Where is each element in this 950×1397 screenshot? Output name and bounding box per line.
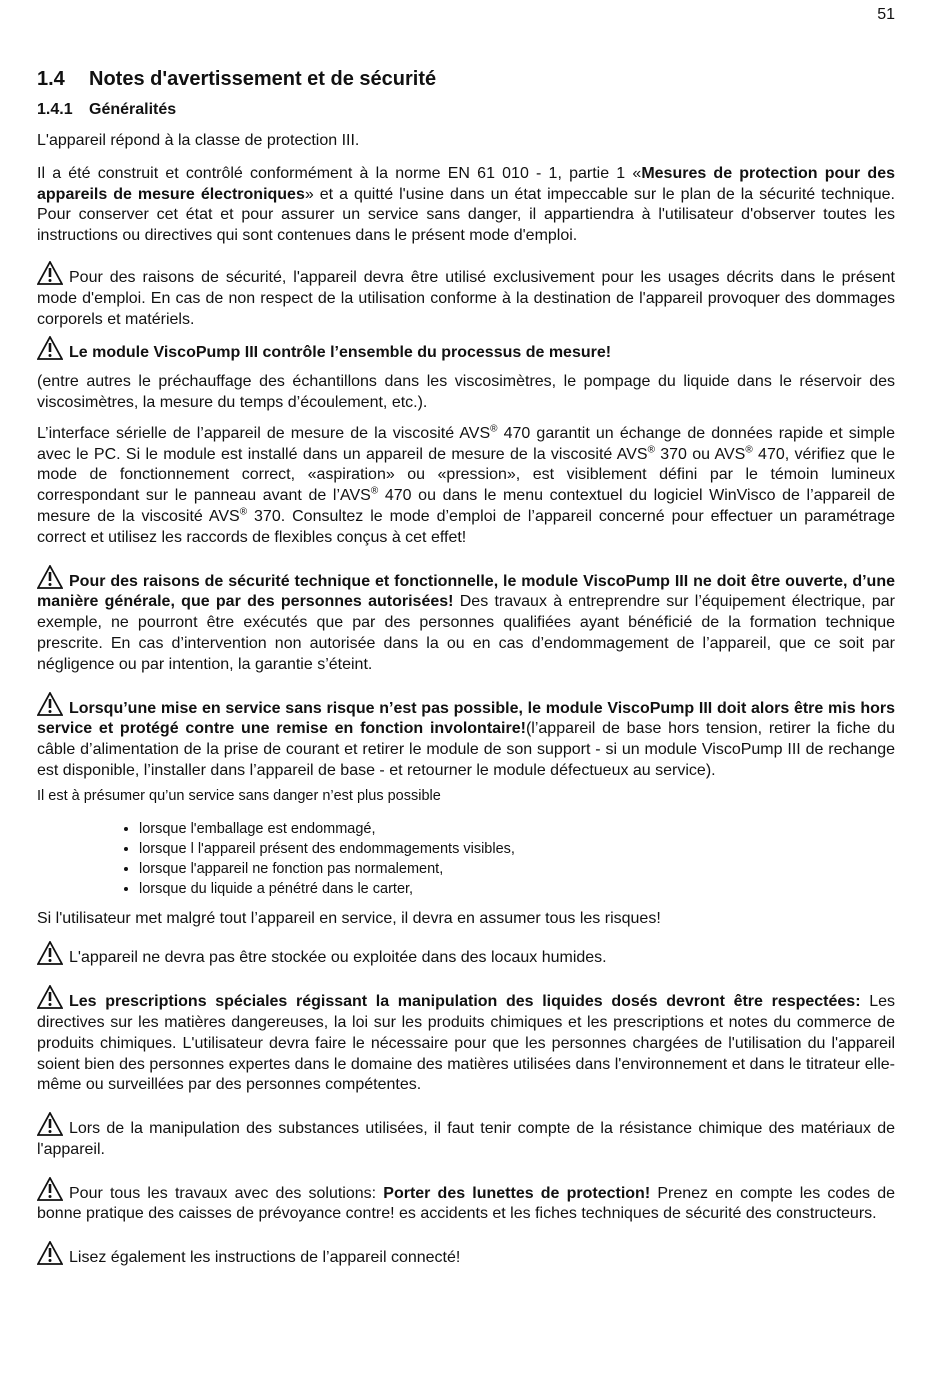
section-heading [37, 68, 895, 91]
section-title: Notes d'avertissement et de sécurité [89, 68, 437, 90]
warning-triangle-icon [37, 941, 63, 965]
text-span: 470 garantit un échange de données rapide et simple avec le PC. Si le module est installé dans un appareil de mesure de la viscosité AVS [37, 424, 895, 463]
protection-class-paragraph: L'appareil répond à la classe de protection III. [37, 132, 360, 149]
danger-intro: Il est à présumer qu’un service sans danger n’est plus possible [37, 787, 441, 804]
text-span: » et a quitté l'usine dans un état impeccable sur le plan de la sécurité technique. Pour conserver cet état et pour assurer un service sans danger, il appartiendra à l'utilisateur d'observer toutes les instructions ou directives qui sont contenues dans le présent mode d'emploi. [37, 185, 896, 245]
warning-bold-text: Porter des lunettes de protection! [383, 1184, 651, 1202]
text-span: Il a été construit et contrôlé conformément à la norme EN 61 010 - 1, partie 1 « [37, 164, 642, 182]
warning-text: L'appareil ne devra pas être stockée ou exploitée dans des locaux humides. [69, 949, 607, 967]
warning-prescriptions [37, 985, 895, 1096]
warning-connected-device [37, 1241, 895, 1269]
list-item: • lorsque l l'appareil présent des endommagements visibles, [139, 839, 895, 859]
interface-paragraph [37, 424, 895, 549]
warning-usage [37, 261, 895, 330]
warning-text: Le module ViscoPump III contrôle l’ensemble du processus de mesure! [69, 344, 612, 362]
risk-paragraph: Si l'utilisateur met malgré tout l’appareil en service, il devra en assumer tous les risques! [37, 909, 661, 927]
warning-protective-glasses [37, 1177, 895, 1226]
warning-bold-text: Pour des raisons de sécurité technique et fonctionnelle, le module ViscoPump III ne doit être ouverte, d’une manière générale, que par des personnes autorisées! [37, 572, 895, 611]
document-body [37, 60, 895, 1277]
registered-mark: ® [239, 506, 248, 518]
warning-triangle-icon [37, 985, 63, 1009]
page-number: 51 [877, 6, 895, 23]
warning-triangle-icon [37, 1241, 63, 1265]
danger-list [37, 819, 895, 899]
text-span: 470 ou dans le menu contextuel du logiciel WinVisco de l’appareil de mesure de la viscosité AVS [37, 487, 895, 525]
warning-triangle-icon [37, 692, 63, 716]
warning-text: Lors de la manipulation des substances utilisées, il faut tenir compte de la résistance chimique des matériaux de l'appareil. [37, 1120, 895, 1158]
bold-span: Mesures de protection pour des appareils de mesure électroniques [37, 164, 896, 203]
warning-chemical-resistance [37, 1112, 895, 1161]
process-paragraph: (entre autres le préchauffage des échantillons dans les viscosimètres, le pompage du liquide dans le réservoir des viscosimètres, la mesure du temps d’écoulement, etc.). [37, 373, 895, 411]
warning-text: Lisez également les instructions de l’appareil connecté! [69, 1249, 461, 1267]
warning-authorized-persons [37, 565, 895, 676]
warning-humid-rooms [37, 941, 895, 969]
warning-triangle-icon [37, 565, 63, 589]
text-span: 470, vérifiez que le mode de fonctionnement correct, «aspiration» ou «pression», est visiblement défini par le témoin lumineux correspondant sur le panneau avant de l’AVS [37, 445, 896, 505]
registered-mark: ® [647, 444, 655, 456]
subsection-number: 1.4.1 [37, 101, 73, 118]
text-span: 370. Consultez le mode d’emploi de l’appareil concerné pour effectuer un paramétrage correct et utilisez les raccords de flexibles conçus à cet effet! [37, 507, 895, 546]
warning-triangle-icon [37, 1112, 63, 1136]
warning-text: Pour des raisons de sécurité, l'appareil devra être utilisé exclusivement pour les usages décrits dans le présent mode d'emploi. En cas de non respect de la utilisation conforme à la destination de l'appareil provoquer des dommages corporels et matériels. [37, 268, 895, 328]
warning-module-control [37, 336, 895, 364]
warning-out-of-service [37, 692, 895, 782]
warning-triangle-icon [37, 1177, 63, 1201]
warning-bold-text: Les prescriptions spéciales régissant la manipulation des liquides dosés devront être respectées: [69, 993, 861, 1011]
list-item: • lorsque l'emballage est endommagé, [139, 819, 895, 839]
list-item: • lorsque du liquide a pénétré dans le carter, [139, 879, 895, 899]
warning-bold-text: Lorsqu’une mise en service sans risque n’est pas possible, le module ViscoPump III doit alors être mis hors service et protégé contre une remise en fonction involontaire! [37, 699, 895, 738]
section-number: 1.4 [37, 68, 65, 90]
warning-text: Les directives sur les matières dangereuses, la loi sur les produits chimiques et les prescriptions et notes du commerce de produits chimiques. L'utilisateur devra faire le nécessaire pour que les personnes chargées de l'utilisation du l'appareil soient bien des personnes expertes dans le domaine des matières utilisées dans l'environnement et dans le titrateur elle-même ou surveillées par des personnes compétentes. [37, 993, 896, 1094]
warning-text: Des travaux à entreprendre sur l’équipement électrique, par exemple, ne pourront être exécutés que par des personnes qualifiées ayant bénéficié de la formation technique prescrite. En cas d’intervention non autorisée dans la ou en cas d’endommagement de l’appareil, que ce soit par négligence ou par intention, la garantie s’éteint. [37, 593, 895, 673]
registered-mark: ® [370, 485, 379, 497]
registered-mark: ® [490, 423, 498, 435]
warning-triangle-icon [37, 336, 63, 360]
warning-text: Prenez en compte les codes de bonne pratique des caisses de prévoyance contre! es accidents et les fiches techniques de sécurité des constructeurs. [37, 1184, 896, 1223]
text-span: L’interface sérielle de l’appareil de mesure de la viscosité AVS [37, 424, 491, 442]
registered-mark: ® [745, 444, 753, 456]
warning-triangle-icon [37, 261, 63, 285]
text-span: 370 ou AVS [654, 445, 746, 463]
warning-text: Pour tous les travaux avec des solutions: [69, 1184, 384, 1202]
standard-paragraph [37, 164, 895, 247]
list-item: • lorsque l'appareil ne fonction pas normalement, [139, 859, 895, 879]
subsection-title: Généralités [89, 101, 177, 118]
warning-text: (l’appareil de base hors tension, retirer la fiche du câble d’alimentation de la prise de courant et retirer le module de son support - si un module ViscoPump III de rechange est disponible, l’installer dans l’appareil de base - et retourner le module défectueux au service). [37, 720, 895, 779]
subsection-heading [37, 101, 895, 119]
